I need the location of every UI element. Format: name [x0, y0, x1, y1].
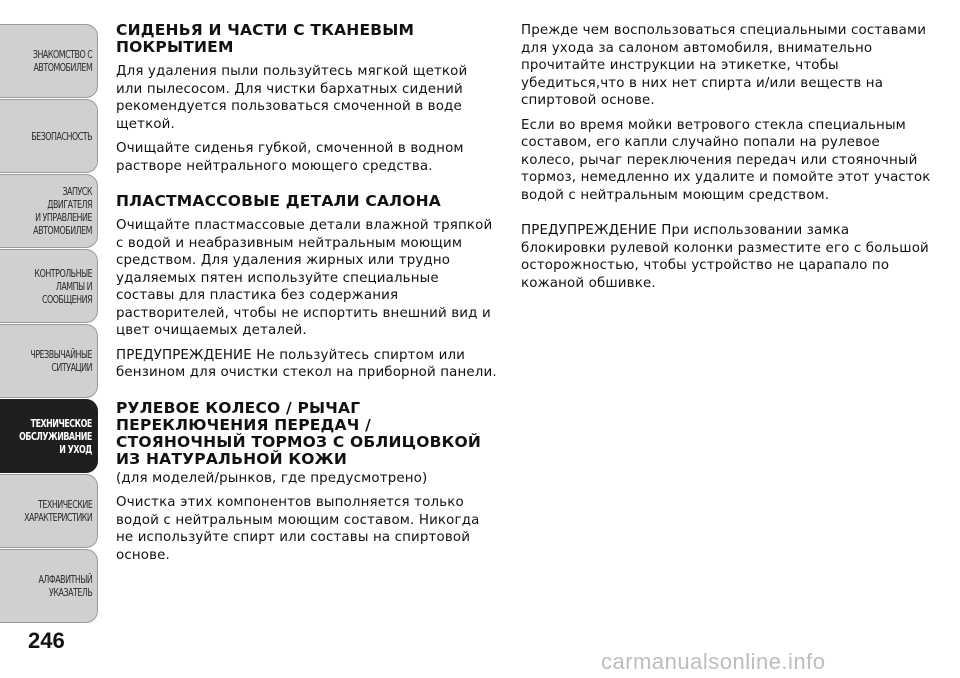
- tab-emergencies[interactable]: [0, 324, 98, 398]
- paragraph: Очищайте пластмассовые детали влажной тряпкой с водой и неабразивным нейтральным моющим средством. Для удаления жирных или трудно удаляемых пятен используйте специальные составы для пластика без содержания растворителей, чтобы не испортить внешний вид и цвет очищаемых деталей.: [116, 218, 493, 338]
- tab-starting-driving[interactable]: [0, 174, 98, 248]
- warning-text: ПРЕДУПРЕЖДЕНИЕ Не пользуйтесь спиртом или бензином для очистки стекол на приборной панели.: [116, 347, 497, 380]
- heading-seats: СИДЕНЬЯ И ЧАСТИ С ТКАНЕВЫМ ПОКРЫТИЕМ: [116, 21, 415, 56]
- page-number: 246: [28, 628, 65, 653]
- right-column: [521, 22, 931, 292]
- tab-specifications[interactable]: [0, 474, 98, 548]
- heading-plastic-parts: ПЛАСТМАССОВЫЕ ДЕТАЛИ САЛОНА: [116, 192, 441, 210]
- tab-label: АЛФАВИТНЫЙ УКАЗАТЕЛЬ: [38, 573, 92, 599]
- tab-warning-lights[interactable]: [0, 249, 98, 323]
- tab-label: ТЕХНИЧЕСКИЕ ХАРАКТЕРИСТИКИ: [23, 498, 92, 524]
- paragraph: Очистка этих компонентов выполняется только водой с нейтральным моющим составом. Никогда не используйте спирт или составы на спиртовой основе.: [116, 495, 480, 563]
- tab-label: ЗАПУСК ДВИГАТЕЛЯ И УПРАВЛЕНИЕ АВТОМОБИЛЕМ: [33, 185, 92, 237]
- paragraph: Прежде чем воспользоваться специальными составами для ухода за салоном автомобиля, внимательно прочитайте инструкции на этикетке, чтобы убедиться,что в них нет спирта и/или веществ на спиртовой основе.: [521, 23, 927, 108]
- tab-label: КОНТРОЛЬНЫЕ ЛАМПЫ И СООБЩЕНИЯ: [34, 266, 92, 306]
- tab-label: БЕЗОПАСНОСТЬ: [31, 129, 92, 143]
- tab-index[interactable]: [0, 549, 98, 623]
- chapter-tabs: [0, 0, 101, 640]
- paragraph: Для удаления пыли пользуйтесь мягкой щеткой или пылесосом. Для чистки бархатных сидений рекомендуется пользоваться смоченной в воде щеткой.: [116, 64, 468, 132]
- tab-maintenance[interactable]: [0, 399, 98, 473]
- tab-safety[interactable]: [0, 99, 98, 173]
- watermark: carmanualsonline.info: [601, 649, 826, 674]
- warning-text: ПРЕДУПРЕЖДЕНИЕ При использовании замка блокировки рулевой колонки разместите его с большой осторожностью, чтобы устройство не царапало по кожаной обшивке.: [521, 223, 929, 291]
- tab-label: ТЕХНИЧЕСКОЕ ОБСЛУЖИВАНИЕ И УХОД: [19, 416, 92, 456]
- tab-label: ЧРЕЗВЫЧАЙНЫЕ СИТУАЦИИ: [30, 348, 92, 374]
- left-column: [116, 22, 498, 564]
- paragraph: Очищайте сиденья губкой, смоченной в водном растворе нейтрального моющего средства.: [116, 141, 464, 174]
- models-note: (для моделей/рынков, где предусмотрено): [116, 470, 428, 486]
- tab-label: ЗНАКОМСТВО С АВТОМОБИЛЕМ: [32, 48, 92, 74]
- heading-steering-wheel: РУЛЕВОЕ КОЛЕСО / РЫЧАГ ПЕРЕКЛЮЧЕНИЯ ПЕРЕДАЧ / СТОЯНОЧНЫЙ ТОРМОЗ С ОБЛИЦОВКОЙ ИЗ НАТУРАЛЬНОЙ КОЖИ: [116, 398, 482, 468]
- paragraph: Если во время мойки ветрового стекла специальным составом, его капли случайно попали на рулевое колесо, рычаг переключения передач или стояночный тормоз, немедленно их удалите и помойте этот участок водой с нейтральным моющим средством.: [521, 117, 931, 203]
- tab-intro[interactable]: [0, 24, 98, 98]
